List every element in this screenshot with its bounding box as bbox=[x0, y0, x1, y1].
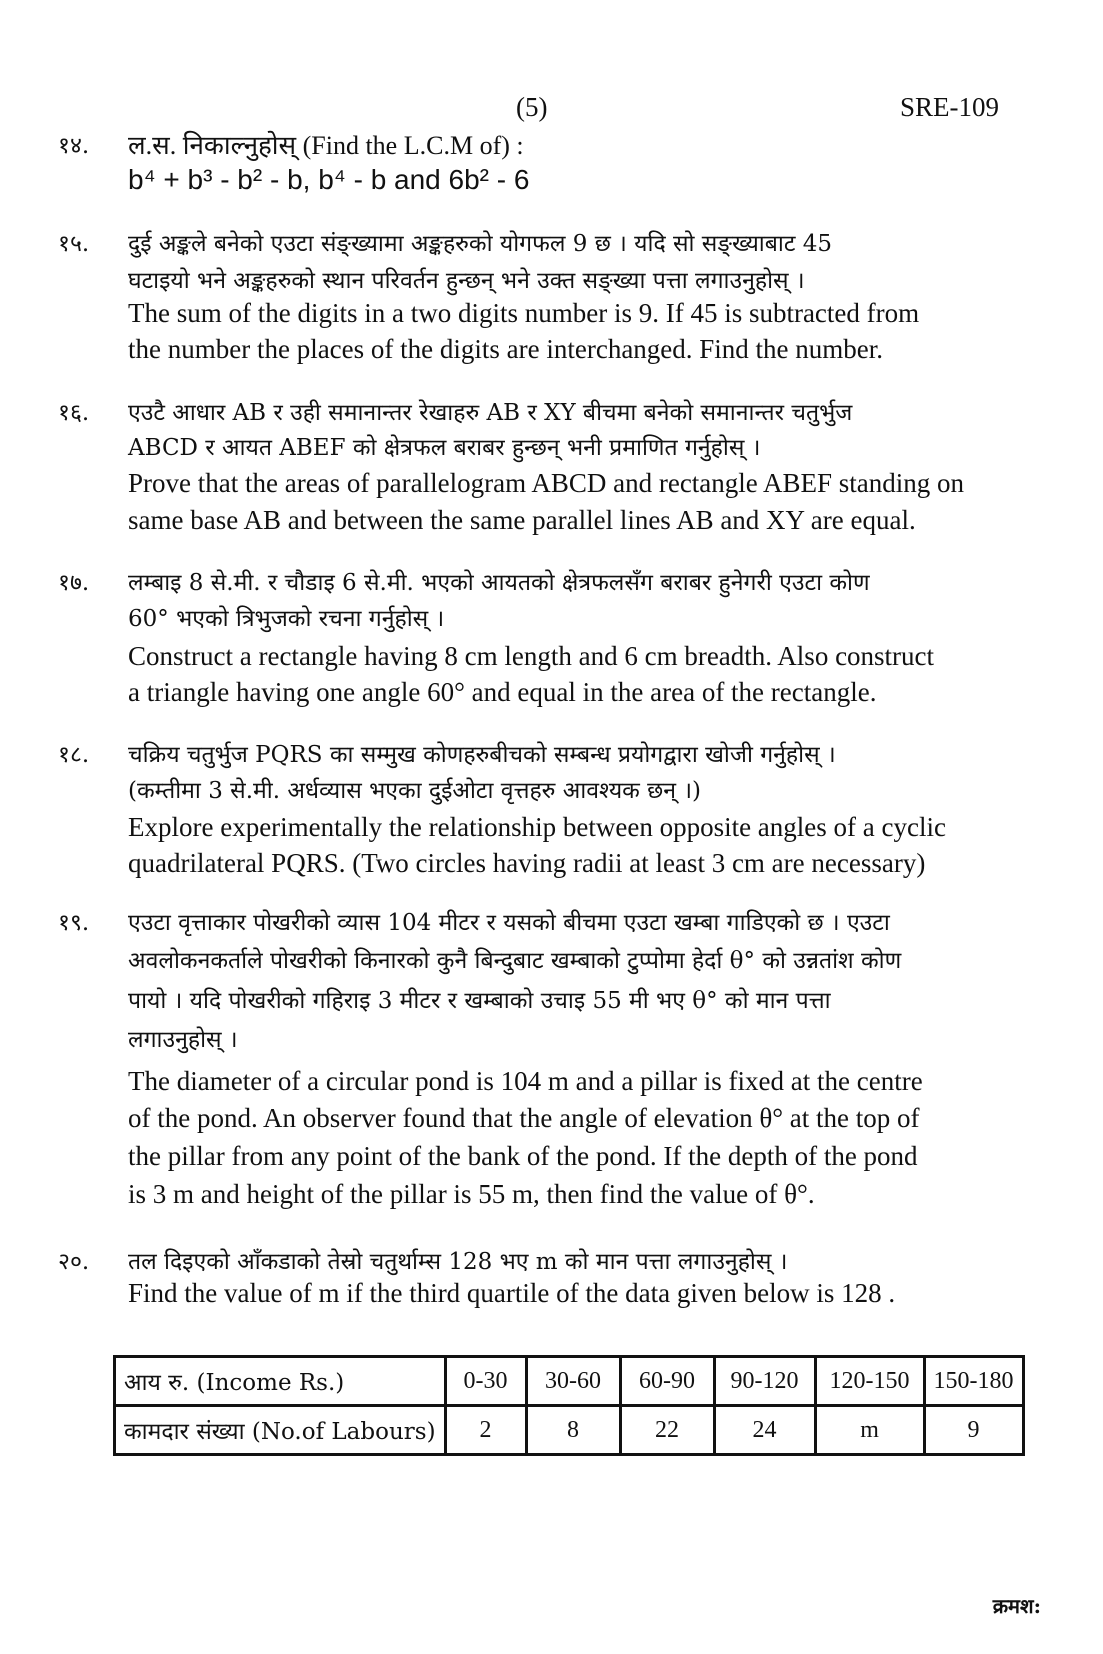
income-data-table bbox=[113, 1355, 1025, 1456]
question-19-line-7: the pillar from any point of the bank of the pond. If the depth of the pond bbox=[128, 1141, 918, 1171]
paper-code: SRE-109 bbox=[900, 92, 1000, 122]
table-cell: 2 bbox=[445, 1406, 526, 1455]
table-row bbox=[115, 1406, 1024, 1455]
question-20-line-2: Find the value of m if the third quartile of the data given below is 128 . bbox=[128, 1278, 896, 1308]
table-cell: 90-120 bbox=[714, 1357, 815, 1406]
question-19-line-6: of the pond. An observer found that the angle of elevation θ° at the top of bbox=[128, 1103, 920, 1133]
question-16-line-3: Prove that the areas of parallelogram ABCD and rectangle ABEF standing on bbox=[128, 468, 965, 498]
question-20-line-1: तल दिइएको आँकडाको तेस्रो चतुर्थाम्स 128 भए m को मान पत्ता लगाउनुहोस् । bbox=[128, 1249, 788, 1275]
question-19-line-1: एउटा वृत्ताकार पोखरीको व्यास 104 मीटर र यसको बीचमा एउटा खम्बा गाडिएको छ । एउटा bbox=[128, 910, 890, 936]
question-16-line-4: same base AB and between the same parallel lines AB and XY are equal. bbox=[128, 505, 916, 535]
question-18-line-2: (कम्तीमा 3 से.मी. अर्धव्यास भएका दुईओटा वृत्तहरु आवश्यक छन् ।) bbox=[128, 778, 702, 804]
question-16-line-2: ABCD र आयत ABEF को क्षेत्रफल बराबर हुन्छन् भनी प्रमाणित गर्नुहोस् । bbox=[128, 435, 761, 461]
question-17-line-1: लम्बाइ 8 से.मी. र चौडाइ 6 से.मी. भएको आयतको क्षेत्रफलसँग बराबर हुनेगरी एउटा कोण bbox=[128, 570, 870, 596]
table-cell: 0-30 bbox=[445, 1357, 526, 1406]
page-number: (5) bbox=[516, 92, 548, 122]
table-cell: 60-90 bbox=[620, 1357, 714, 1406]
question-15-line-3: The sum of the digits in a two digits number is 9. If 45 is subtracted from bbox=[128, 298, 920, 328]
question-19-line-3: पायो । यदि पोखरीको गहिराइ 3 मीटर र खम्बाको उचाइ 55 मी भए θ° को मान पत्ता bbox=[128, 988, 831, 1014]
table-cell: m bbox=[815, 1406, 924, 1455]
table-cell: 30-60 bbox=[526, 1357, 620, 1406]
question-19-number: १९. bbox=[58, 910, 90, 936]
question-19-line-8: is 3 m and height of the pillar is 55 m, then find the value of θ°. bbox=[128, 1179, 815, 1209]
question-19-line-5: The diameter of a circular pond is 104 m and a pillar is fixed at the centre bbox=[128, 1066, 923, 1096]
question-15-line-1: दुई अङ्कले बनेको एउटा संङ्ख्यामा अङ्कहरुको योगफल 9 छ । यदि सो सङ्ख्याबाट 45 bbox=[128, 231, 833, 257]
question-17-number: १७. bbox=[58, 570, 90, 596]
question-14-expression: b⁴ + b³ - b² - b, b⁴ - b and 6b² - 6 bbox=[128, 164, 530, 195]
question-18-line-3: Explore experimentally the relationship between opposite angles of a cyclic bbox=[128, 812, 946, 842]
table-cell: 150-180 bbox=[924, 1357, 1023, 1406]
question-14-line-1: ल.स. निकाल्नुहोस् (Find the L.C.M of) : bbox=[128, 131, 524, 160]
question-18-line-4: quadrilateral PQRS. (Two circles having radii at least 3 cm are necessary) bbox=[128, 848, 926, 878]
question-16-number: १६. bbox=[58, 400, 90, 426]
question-19-line-4: लगाउनुहोस् । bbox=[128, 1027, 238, 1053]
table-cell: 22 bbox=[620, 1406, 714, 1455]
table-row bbox=[115, 1357, 1024, 1406]
table-cell: 120-150 bbox=[815, 1357, 924, 1406]
continued-label: क्रमश: bbox=[992, 1594, 1041, 1618]
question-17-line-3: Construct a rectangle having 8 cm length and 6 cm breadth. Also construct bbox=[128, 641, 935, 671]
question-17-line-4: a triangle having one angle 60° and equal in the area of the rectangle. bbox=[128, 677, 877, 707]
question-20-number: २०. bbox=[58, 1249, 90, 1275]
question-19-line-2: अवलोकनकर्ताले पोखरीको किनारको कुनै बिन्दुबाट खम्बाको टुप्पोमा हेर्दा θ° को उन्नतांश कोण bbox=[128, 948, 902, 974]
question-15-number: १५. bbox=[58, 231, 90, 257]
question-15-line-2: घटाइयो भने अङ्कहरुको स्थान परिवर्तन हुन्छन् भने उक्त सङ्ख्या पत्ता लगाउनुहोस् । bbox=[128, 268, 805, 294]
table-cell: 9 bbox=[924, 1406, 1023, 1455]
table-cell: आय रु. (Income Rs.) bbox=[115, 1357, 446, 1406]
table-cell: कामदार संख्या (No.of Labours) bbox=[115, 1406, 446, 1455]
question-18-number: १८. bbox=[58, 742, 90, 768]
question-18-line-1: चक्रिय चतुर्भुज PQRS का सम्मुख कोणहरुबीचको सम्बन्ध प्रयोगद्वारा खोजी गर्नुहोस् । bbox=[128, 742, 836, 768]
table-cell: 8 bbox=[526, 1406, 620, 1455]
question-16-line-1: एउटै आधार AB र उही समानान्तर रेखाहरु AB र XY बीचमा बनेको समानान्तर चतुर्भुज bbox=[128, 400, 853, 426]
table-cell: 24 bbox=[714, 1406, 815, 1455]
question-14-number: १४. bbox=[58, 133, 90, 159]
question-15-line-4: the number the places of the digits are interchanged. Find the number. bbox=[128, 334, 884, 364]
question-17-line-2: 60° भएको त्रिभुजको रचना गर्नुहोस् । bbox=[128, 606, 445, 632]
